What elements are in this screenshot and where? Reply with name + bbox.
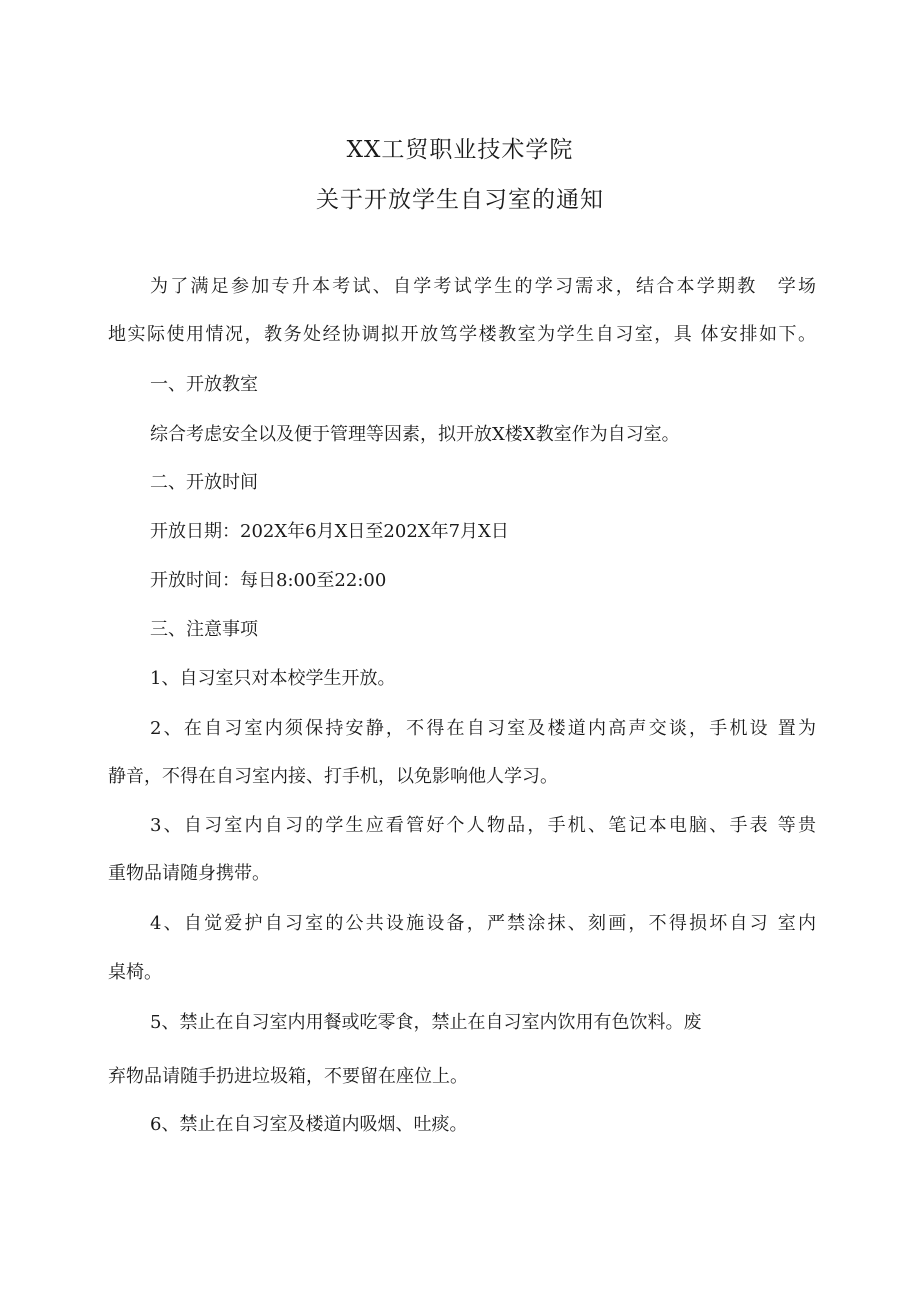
rule-4-line-1: 4、自觉爱护自习室的公共设施设备，严禁涂抹、刻画，不得损坏自习 室内 — [150, 913, 816, 934]
rule-3-line-2: 重物品请随身携带。 — [108, 863, 270, 884]
rule-5-line-1: 5、禁止在自习室内用餐或吃零食，禁止在自习室内饮用有色饮料。废 — [150, 1012, 702, 1033]
notice-title: 关于开放学生自习室的通知 — [316, 187, 604, 213]
section-3-heading: 三、注意事项 — [150, 619, 258, 640]
open-time: 开放时间：每日8:00至22:00 — [150, 570, 387, 591]
section-1-text: 综合考虑安全以及便于管理等因素，拟开放X楼X教室作为自习室。 — [150, 424, 680, 445]
intro-line-1: 为了满足参加专升本考试、自学考试学生的学习需求，结合本学期教 学场 — [150, 276, 816, 297]
rule-5-line-2: 弃物品请随手扔进垃圾箱，不要留在座位上。 — [108, 1066, 468, 1087]
rule-2-line-2: 静音，不得在自习室内接、打手机，以免影响他人学习。 — [108, 766, 558, 787]
rule-1: 1、自习室只对本校学生开放。 — [150, 668, 396, 689]
school-name: XX工贸职业技术学院 — [346, 137, 574, 163]
intro-line-2: 地实际使用情况，教务处经协调拟开放笃学楼教室为学生自习室，具 体安排如下。 — [108, 324, 816, 345]
rule-4-line-2: 桌椅。 — [108, 962, 162, 983]
section-1-heading: 一、开放教室 — [150, 374, 258, 395]
rule-2-line-1: 2、在自习室内须保持安静，不得在自习室及楼道内高声交谈，手机设 置为 — [150, 718, 816, 739]
rule-3-line-1: 3、自习室内自习的学生应看管好个人物品，手机、笔记本电脑、手表 等贵 — [150, 815, 816, 836]
section-2-heading: 二、开放时间 — [150, 472, 258, 493]
open-date: 开放日期：202X年6月X日至202X年7月X日 — [150, 521, 509, 542]
rule-6: 6、禁止在自习室及楼道内吸烟、吐痰。 — [150, 1114, 468, 1135]
